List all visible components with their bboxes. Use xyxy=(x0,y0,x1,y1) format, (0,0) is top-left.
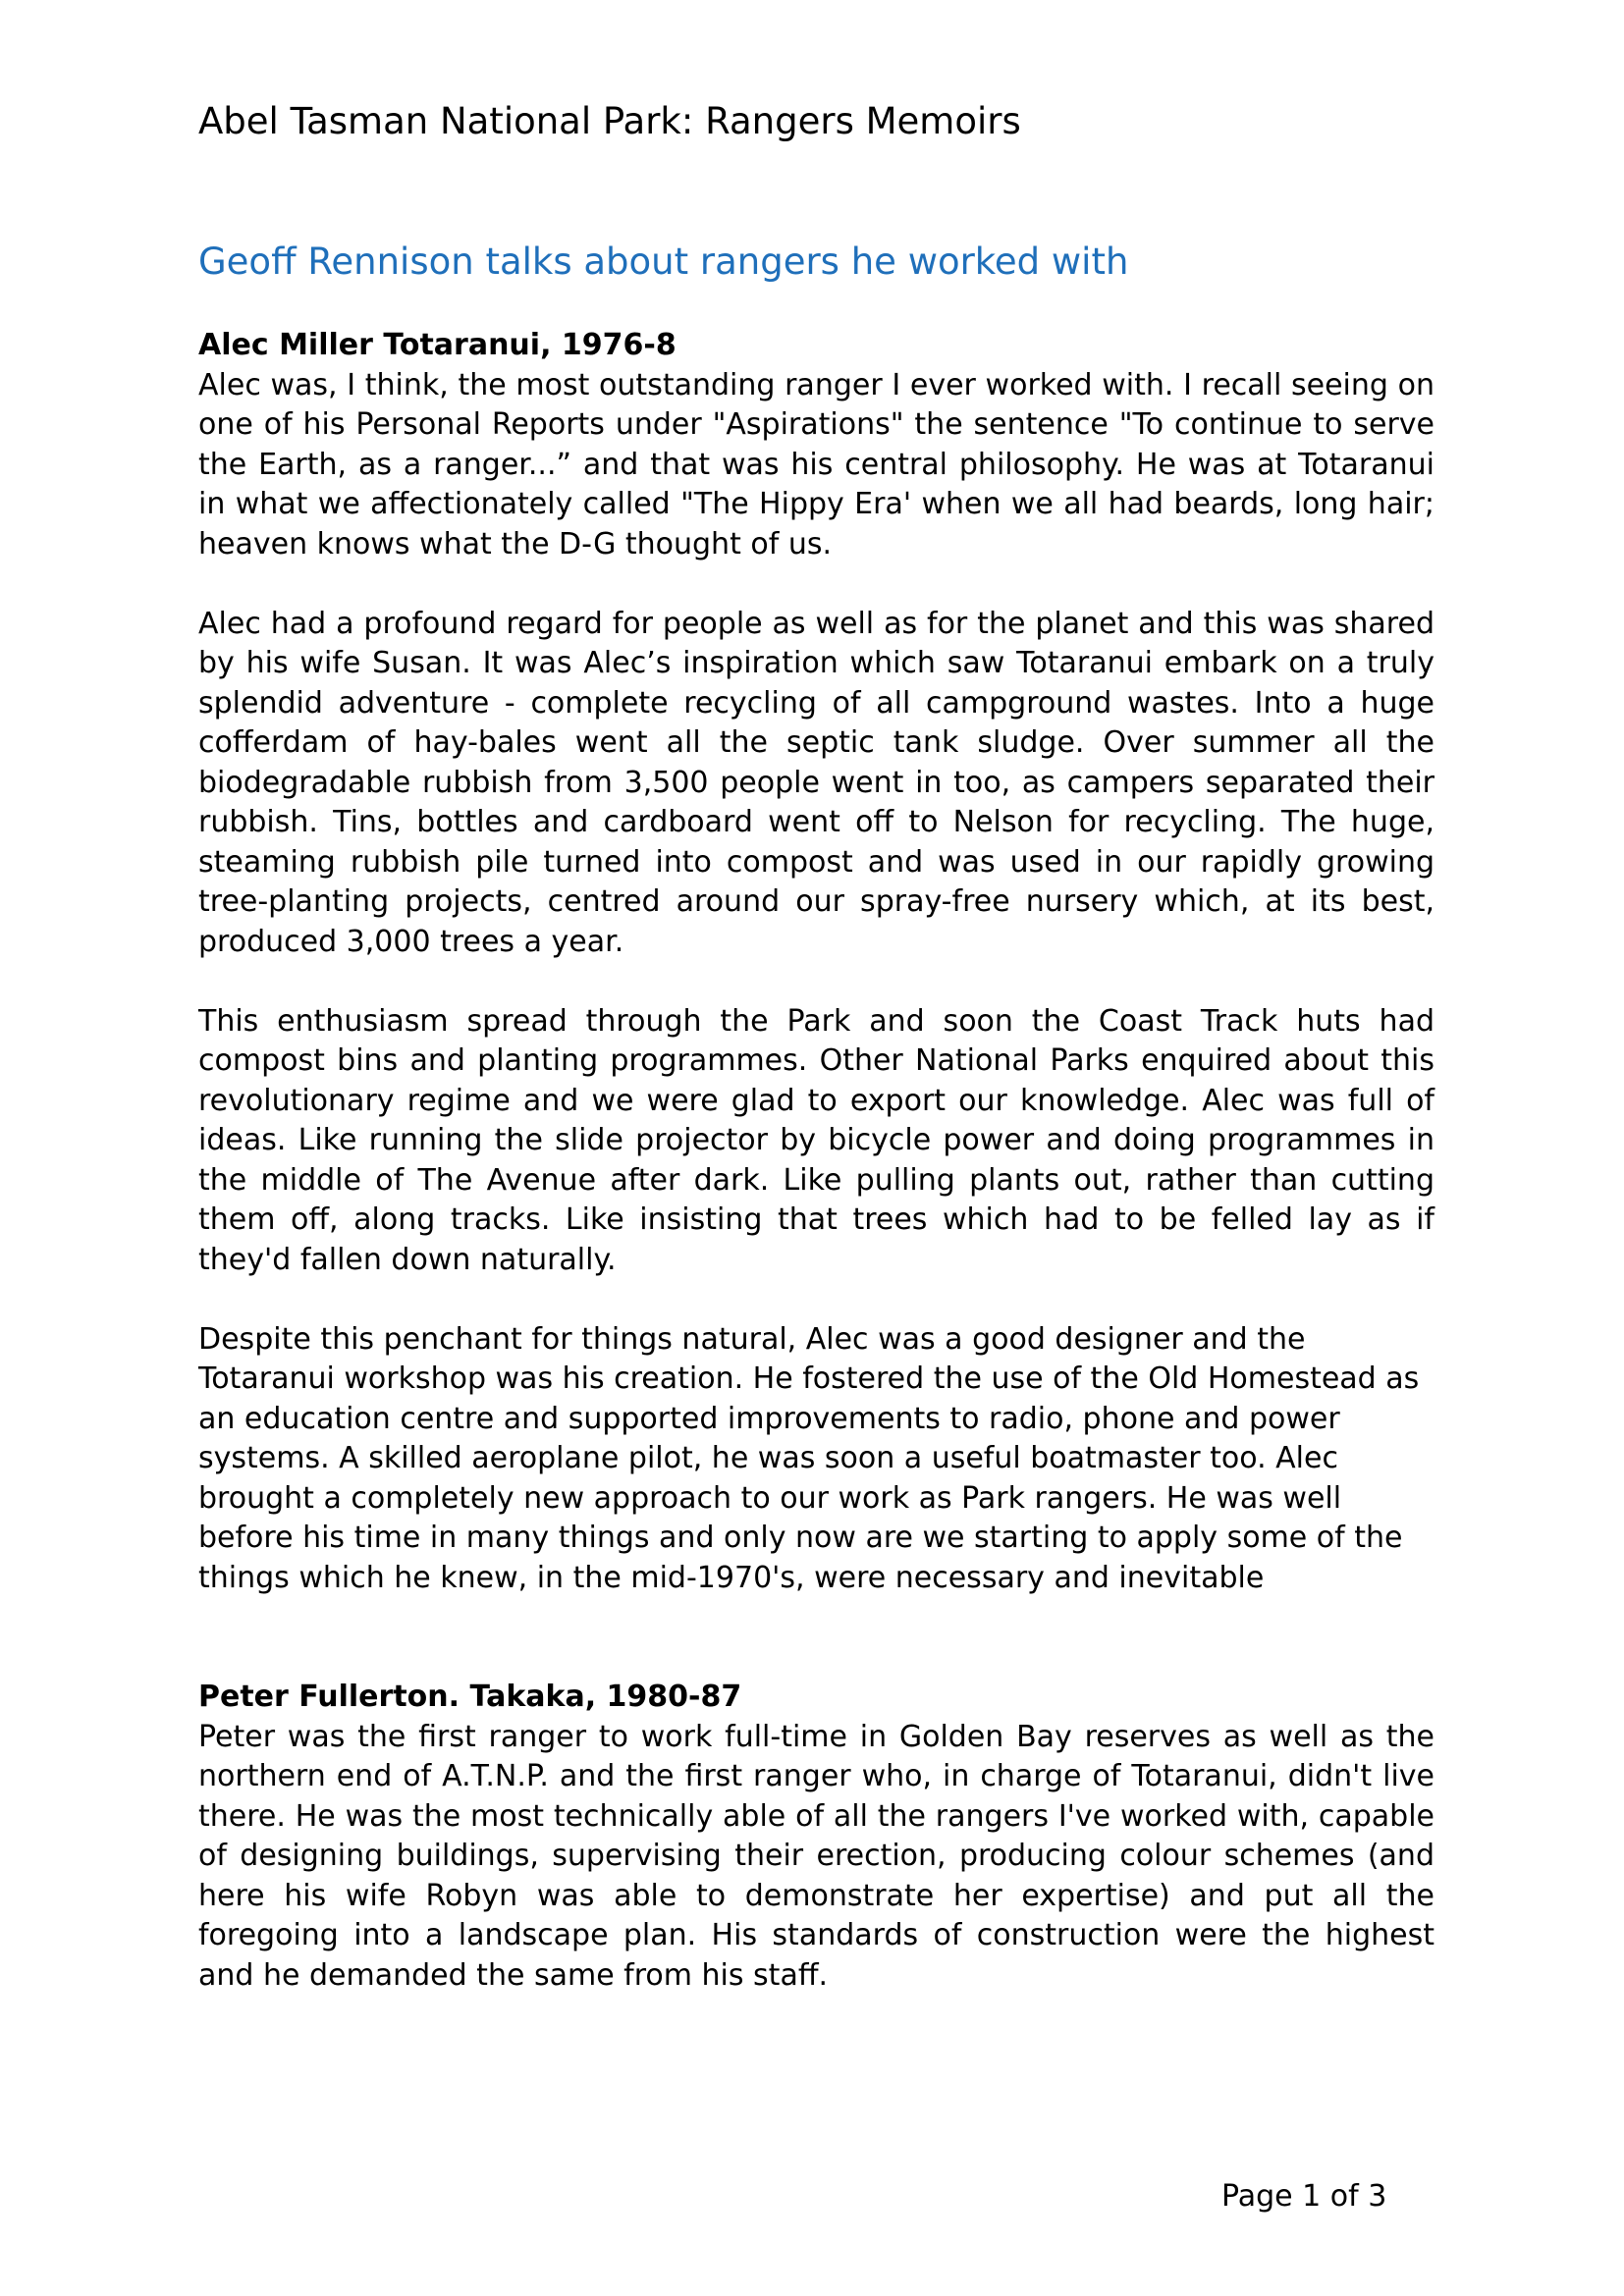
paragraph: This enthusiasm spread through the Park and soon the Coast Track huts had compost bins and planting programmes. Other National Parks enquired about this revolutionary regime and we were glad to export our knowledge. Alec was full of ideas. Like running the slide projector by bicycle power and doing programmes in the middle of The Avenue after dark. Like pulling plants out, rather than cutting them off, along tracks. Like insisting that trees which had to be felled lay as if they'd fallen down naturally. xyxy=(198,1003,1435,1277)
document-title: Geoff Rennison talks about rangers he worked with xyxy=(198,240,1129,283)
page-number: Page 1 of 3 xyxy=(1221,2179,1387,2214)
section-alec-miller xyxy=(198,326,1435,1638)
paragraph: Alec was, I think, the most outstanding ranger I ever worked with. I recall seeing on one of his Personal Reports under "Aspirations" the sentence "To continue to serve the Earth, as a ranger...” and that was his central philosophy. He was at Totaranui in what we affectionately called "The Hippy Era' when we all had beards, long hair; heaven knows what the D-G thought of us. xyxy=(198,367,1435,561)
section-heading: Alec Miller Totaranui, 1976-8 xyxy=(198,328,677,362)
section-heading: Peter Fullerton. Takaka, 1980-87 xyxy=(198,1680,742,1714)
paragraph: Alec had a profound regard for people as well as for the planet and this was shared by his wife Susan. It was Alec’s inspiration which saw Totaranui embark on a truly splendid adventure - complete recycling of all campground wastes. Into a huge cofferdam of hay-bales went all the septic tank sludge. Over summer all the biodegradable rubbish from 3,500 people went in too, as campers separated their rubbish. Tins, bottles and cardboard went off to Nelson for recycling. The huge, steaming rubbish pile turned into compost and was used in our rapidly growing tree-planting projects, centred around our spray-free nursery which, at its best, produced 3,000 trees a year. xyxy=(198,606,1435,959)
section-peter-fullerton xyxy=(198,1678,1435,2036)
running-header: Abel Tasman National Park: Rangers Memoirs xyxy=(198,100,1021,142)
paragraph: Despite this penchant for things natural, Alec was a good designer and the Totaranui workshop was his creation. He fostered the use of the Old Homestead as an education centre and supported improvements to radio, phone and power systems. A skilled aeroplane pilot, he was soon a useful boatmaster too. Alec brought a completely new approach to our work as Park rangers. He was well before his time in many things and only now are we starting to apply some of the things which he knew, in the mid-1970's, were necessary and inevitable xyxy=(198,1321,1420,1595)
paragraph: Peter was the first ranger to work full-time in Golden Bay reserves as well as the northern end of A.T.N.P. and the first ranger who, in charge of Totaranui, didn't live there. He was the most technically able of all the rangers I've worked with, capable of designing buildings, supervising their erection, producing colour schemes (and here his wife Robyn was able to demonstrate her expertise) and put all the foregoing into a landscape plan. His standards of construction were the highest and he demanded the same from his staff. xyxy=(198,1719,1435,1993)
